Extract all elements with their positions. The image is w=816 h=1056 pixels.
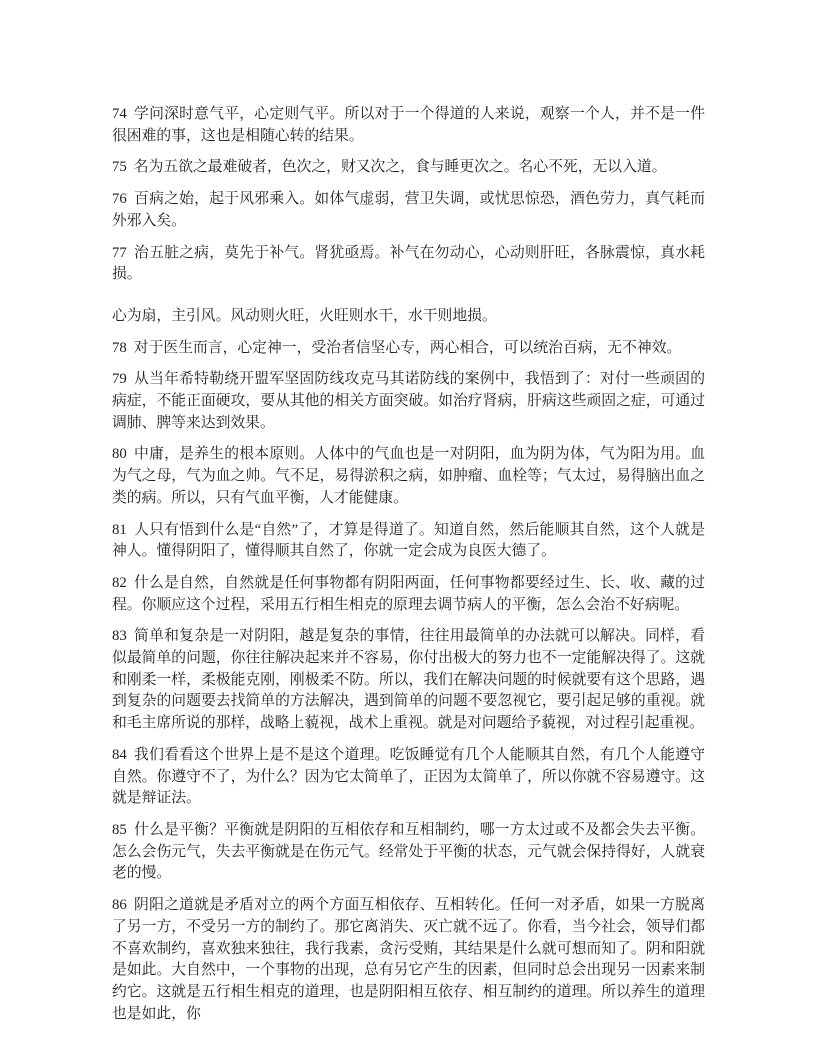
paragraph-number: 75 — [112, 159, 127, 176]
paragraph-75 — [112, 157, 705, 179]
paragraph-text: 学问深时意气平，心定则气平。所以对于一个得道的人来说，观察一个人，并不是一件很困难的事，这也是相随心转的结果。 — [112, 106, 705, 144]
paragraph-text: 阴阳之道就是矛盾对立的两个方面互相依存、互相转化。任何一对矛盾，如果一方脱离了另一方，不受另一方的制约了。那它离消失、灭亡就不远了。你看，当今社会，领导们都不喜欢制约，喜欢独来独往，我行我素，贪污受贿，其结果是什么就可想而知了。阴和阳就是如此。大自然中，一个事物的出现，总有另它产生的因素，但同时总会出现另一因素来制约它。这就是五行相生相克的道理，也是阴阳相互依存、相互制约的道理。所以养生的道理也是如此，你 — [112, 897, 705, 1022]
paragraph-text: 治五脏之病，莫先于补气。肾犹亟焉。补气在勿动心，心动则肝旺，各脉震惊，真水耗损。 — [112, 244, 705, 283]
paragraph-text: 中庸，是养生的根本原则。人体中的气血也是一对阴阳，血为阴为体，气为阳为用。血为气之母，气为血之帅。气不足，易得淤积之病，如肿瘤、血栓等；气太过，易得脑出血之类的病。所以，只有气血平衡，人才能健康。 — [112, 446, 705, 506]
paragraph-number: 77 — [112, 244, 127, 261]
paragraph-text: 简单和复杂是一对阴阳，越是复杂的事情，往往用最简单的办法就可以解决。同样，看似最简单的问题，你往往解决起来并不容易，你付出极大的努力也不一定能解决得了。这就和刚柔一样，柔极能克刚，刚极柔不防。所以，我们在解决问题的时候就要有这个思路，遇到复杂的问题要去找简单的方法解决，遇到简单的问题不要忽视它，要引起足够的重视。就和毛主席所说的那样，战略上藐视，战术上重视。就是对问题给予藐视，对过程引起重视。 — [112, 628, 705, 732]
paragraph-78 — [112, 338, 705, 360]
paragraph-81 — [112, 520, 705, 563]
paragraph-number: 79 — [112, 371, 127, 388]
paragraph-77-continued — [112, 306, 705, 328]
paragraph-number: 81 — [112, 521, 127, 538]
paragraph-86 — [112, 895, 705, 1025]
paragraph-number: 82 — [112, 574, 127, 591]
paragraph-number: 76 — [112, 191, 127, 208]
paragraph-text: 人只有悟到什么是“自然”了，才算是得道了。知道自然，然后能顺其自然，这个人就是神人。懂得阴阳了，懂得顺其自然了，你就一定会成为良医大德了。 — [112, 521, 705, 560]
paragraph-number: 83 — [112, 628, 127, 645]
paragraph-text: 心为扇，主引风。风动则火旺，火旺则水干，水干则地损。 — [112, 307, 497, 324]
paragraph-80 — [112, 444, 705, 509]
paragraph-text: 百病之始，起于风邪乘入。如体气虚弱，营卫失调，或忧思惊恐，酒色劳力，真气耗而外邪入矣。 — [112, 191, 705, 229]
paragraph-number: 78 — [112, 339, 127, 356]
paragraph-82 — [112, 573, 705, 616]
paragraph-number: 86 — [112, 897, 127, 914]
paragraph-text: 对于医生而言，心定神一，受治者信坚心专，两心相合，可以统治百病，无不神效。 — [133, 339, 682, 356]
paragraph-number: 74 — [112, 106, 127, 122]
paragraph-77 — [112, 243, 705, 286]
paragraph-76 — [112, 189, 705, 232]
paragraph-79 — [112, 369, 705, 434]
paragraph-84 — [112, 745, 705, 810]
paragraph-text: 名为五欲之最难破者，色次之，财又次之，食与睡更次之。名心不死，无以入道。 — [133, 159, 667, 176]
paragraph-text: 什么是自然，自然就是任何事物都有阴阳两面，任何事物都要经过生、长、收、藏的过程。你顺应这个过程，采用五行相生相克的原理去调节病人的平衡，怎么会治不好病呢。 — [112, 574, 705, 613]
paragraph-74 — [112, 104, 705, 147]
paragraph-number: 80 — [112, 446, 127, 463]
paragraph-text: 从当年希特勒绕开盟军坚固防线攻克马其诺防线的案例中，我悟到了：对付一些顽固的病症，不能正面硬攻，要从其他的相关方面突破。如治疗肾病，肝病这些顽固之症，可通过调肺、脾等来达到效果。 — [112, 371, 705, 431]
paragraph-number: 85 — [112, 821, 127, 838]
paragraph-83 — [112, 626, 705, 735]
paragraph-text: 什么是平衡？平衡就是阴阳的互相依存和互相制约，哪一方太过或不及都会失去平衡。怎么会伤元气，失去平衡就是在伤元气。经常处于平衡的状态，元气就会保持得好，人就衰老的慢。 — [112, 821, 705, 882]
paragraph-number: 84 — [112, 746, 127, 763]
paragraph-text: 我们看看这个世界上是不是这个道理。吃饭睡觉有几个人能顺其自然，有几个人能遵守自然。你遵守不了，为什么？因为它太简单了，正因为太简单了，所以你就不容易遵守。这就是辩证法。 — [112, 746, 705, 807]
paragraph-85 — [112, 820, 705, 885]
